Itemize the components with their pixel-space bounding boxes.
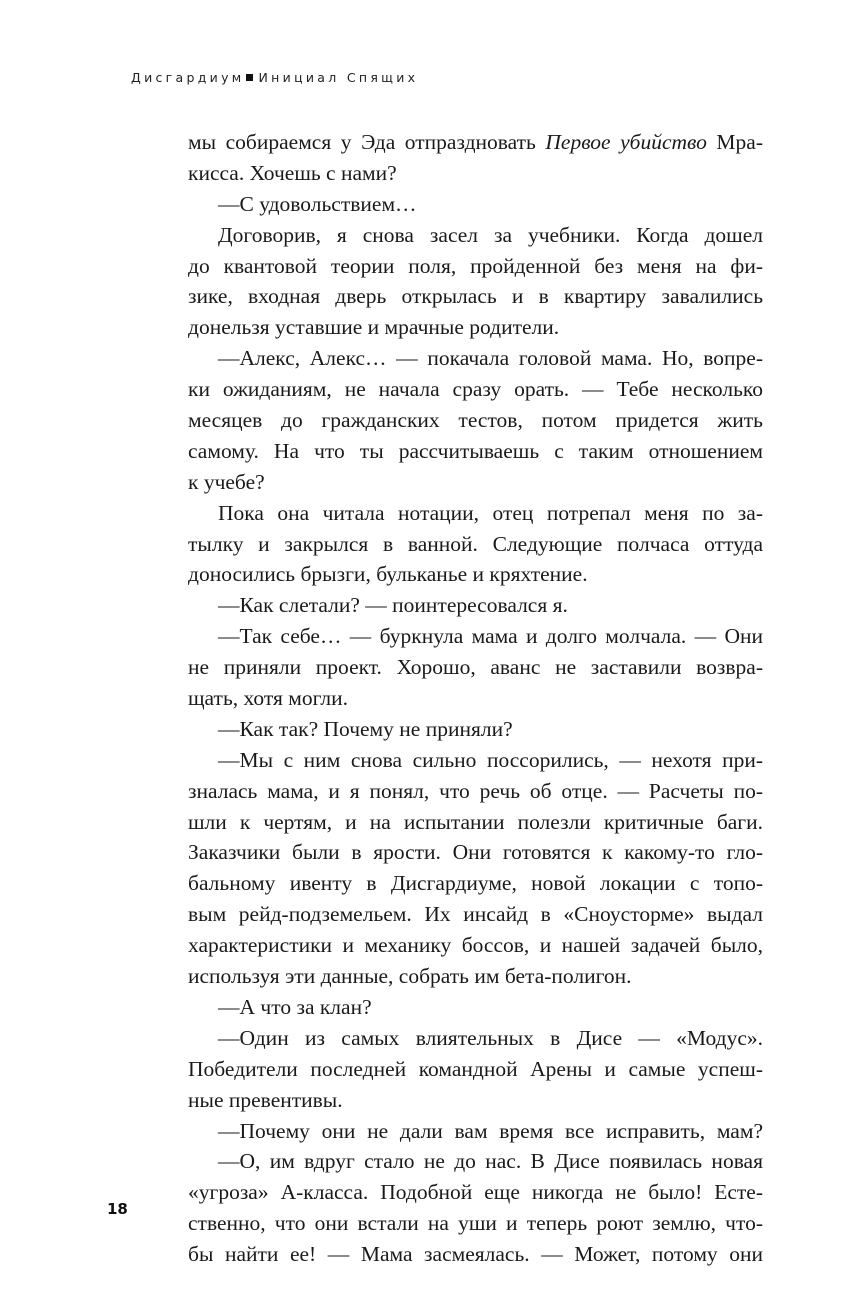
text-line: к учебе? (188, 469, 265, 494)
text-line: ные превентивы. (188, 1087, 343, 1112)
running-head (131, 70, 418, 85)
text-line: используя эти данные, собрать им бета-полигон. (188, 964, 632, 989)
text-line: кисса. Хочешь с нами? (188, 160, 397, 185)
text-line: зналась мама, и я понял, что речь об отце. — Расчеты по- (188, 778, 763, 803)
text-line: —Один из самых влиятельных в Дисе — «Модус». (218, 1025, 763, 1050)
text-line: —О, им вдруг стало не до нас. В Дисе появилась новая (218, 1149, 763, 1174)
text-line: щать, хотя могли. (188, 686, 348, 711)
text-line: —С удовольствием… (218, 191, 417, 216)
text-line: —Как слетали? — поинтересовался я. (218, 593, 568, 618)
text-line: Победители последней командной Арены и самые успеш- (188, 1056, 763, 1081)
text-line: характеристики и механику боссов, и нашей задачей было, (188, 933, 763, 958)
text-line: —Так себе… — буркнула мама и долго молчала. — Они (218, 624, 763, 649)
text-line: зике, входная дверь открылась и в квартиру завалились (188, 284, 763, 309)
text-line: ственно, что они встали на уши и теперь роют землю, что- (188, 1211, 763, 1236)
text-line: не приняли проект. Хорошо, аванс не заставили возвра- (188, 655, 763, 680)
text-line: —Как так? Почему не приняли? (218, 716, 513, 741)
text-line: бы найти ее! — Мама засмеялась. — Может, потому они (188, 1242, 763, 1267)
text-line: —Алекс, Алекс… — покачала головой мама. Но, вопре- (218, 346, 763, 371)
text-line: шли к чертям, и на испытании полезли критичные баги. (188, 809, 763, 834)
text-line: «угроза» A-класса. Подобной еще никогда не было! Есте- (188, 1180, 763, 1205)
text-line: донельзя уставшие и мрачные родители. (188, 315, 560, 340)
running-head-subtitle: Инициал Спящих (258, 70, 419, 85)
text-line: ки ожиданиям, не начала сразу орать. — Тебе несколько (188, 377, 763, 402)
italic-title: Первое убийство (545, 130, 707, 154)
text-line: вым рейд-подземельем. Их инсайд в «Сноусторме» выдал (188, 902, 763, 927)
text-line: до квантовой теории поля, пройденной без меня на фи- (188, 253, 763, 278)
text-line: мы собираемся у Эда отпраздновать Первое убийство Мра- (188, 130, 763, 154)
text-line: Пока она читала нотации, отец потрепал меня по за- (218, 500, 763, 525)
running-head-separator-square-icon (246, 74, 253, 81)
page-number: 18 (107, 1200, 128, 1218)
text-line: Заказчики были в ярости. Они готовятся к какому-то гло- (188, 840, 763, 865)
text-line: бальному ивенту в Дисгардиуме, новой локации с топо- (188, 871, 763, 896)
text-line: Договорив, я снова засел за учебники. Когда дошел (218, 222, 763, 247)
text-line: месяцев до гражданских тестов, потом придется жить (188, 408, 763, 433)
running-head-book-title: Дисгардиум (131, 70, 245, 85)
text-line: тылку и закрылся в ванной. Следующие полчаса оттуда (188, 531, 763, 556)
body-text (188, 127, 763, 1270)
text-line: —Почему они не дали вам время все исправить, мам? (218, 1118, 763, 1143)
text-line: —А что за клан? (218, 994, 372, 1019)
text-line: —Мы с ним снова сильно поссорились, — нехотя при- (218, 747, 763, 772)
text-line: доносились брызги, бульканье и кряхтение. (188, 562, 588, 587)
text-line: самому. На что ты рассчитываешь с таким отношением (188, 438, 763, 463)
